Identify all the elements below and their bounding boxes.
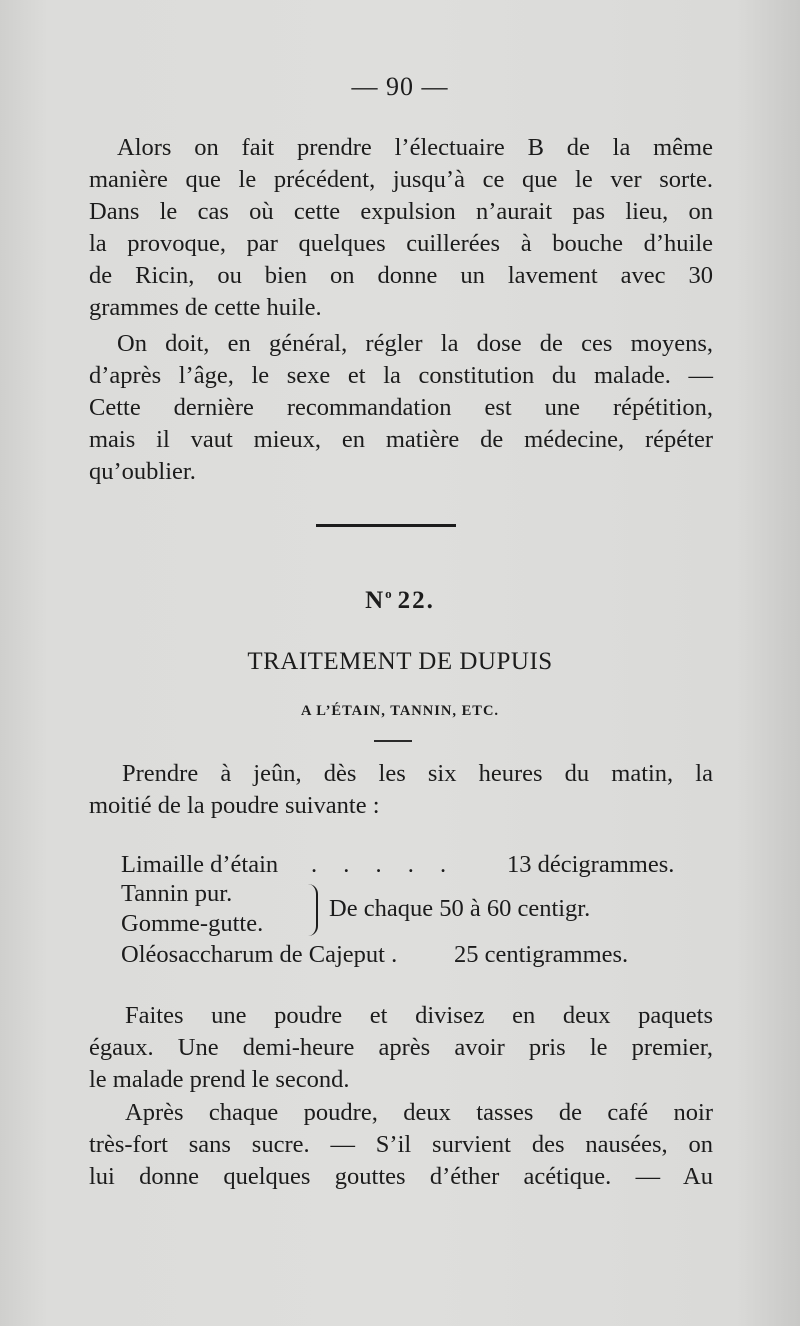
text-line: la provoque, par quelques cuillerées à bouche d’huile [89, 230, 713, 257]
paragraph-dose [89, 328, 713, 488]
recipe-ingredient: Limaille d’étain [121, 851, 279, 878]
text-line: Après chaque poudre, deux tasses de café noir [125, 1099, 713, 1126]
section-number [0, 586, 800, 615]
recipe-dots: . . . . . [311, 851, 457, 878]
text-line: moitié de la poudre suivante : [89, 792, 380, 819]
recipe-line-tannin: Tannin pur. [121, 880, 233, 907]
section-number-sup: o [385, 586, 392, 601]
brace-symbol [306, 884, 318, 936]
recipe-line-cajeput: Oléosaccharum de Cajeput . [121, 941, 398, 968]
section-divider [316, 524, 456, 527]
text-line: d’après l’âge, le sexe et la constitution du malade. — [89, 362, 713, 389]
text-line: Dans le cas où cette expulsion n’aurait pas lieu, on [89, 198, 713, 225]
text-line: grammes de cette huile. [89, 294, 322, 321]
recipe-line-tin [121, 851, 278, 879]
recipe-quantity: 13 décigrammes. [507, 851, 675, 878]
title-divider [374, 740, 412, 742]
text-line: mais il vaut mieux, en matière de médecine, répéter [89, 426, 713, 453]
paragraph-continuation [89, 132, 713, 324]
recipe-quantity: 25 centigrammes. [454, 941, 629, 968]
paragraph-coffee [89, 1097, 713, 1193]
paragraph-powder [89, 1000, 713, 1096]
text-line: le malade prend le second. [89, 1066, 350, 1093]
text-line: qu’oublier. [89, 458, 196, 485]
text-line: manière que le précédent, jusqu’à ce que le ver sorte. [89, 166, 713, 193]
section-number-prefix: N [365, 587, 386, 614]
text-line: Alors on fait prendre l’électuaire B de la même [117, 134, 713, 161]
text-line: Cette dernière recommandation est une répétition, [89, 394, 713, 421]
section-title: TRAITEMENT DE DUPUIS [247, 648, 553, 675]
text-line: Faites une poudre et divisez en deux paquets [125, 1002, 713, 1029]
text-line: égaux. Une demi-heure après avoir pris le premier, [89, 1034, 713, 1061]
page-number: — 90 — [351, 72, 449, 101]
recipe-shared-quantity: De chaque 50 à 60 centigr. [329, 895, 591, 922]
text-line: lui donne quelques gouttes d’éther acétique. — Au [89, 1163, 713, 1190]
text-line: Prendre à jeûn, dès les six heures du matin, la [122, 760, 713, 787]
paragraph-instructions [89, 758, 713, 822]
recipe-line-gamboge: Gomme-gutte. [121, 910, 264, 937]
text-line: On doit, en général, régler la dose de ces moyens, [117, 330, 713, 357]
section-number-value: 22. [397, 587, 435, 614]
text-line: de Ricin, ou bien on donne un lavement avec 30 [89, 262, 713, 289]
text-line: très-fort sans sucre. — S’il survient des nausées, on [89, 1131, 713, 1158]
section-subtitle: A L’ÉTAIN, TANNIN, ETC. [300, 703, 500, 719]
